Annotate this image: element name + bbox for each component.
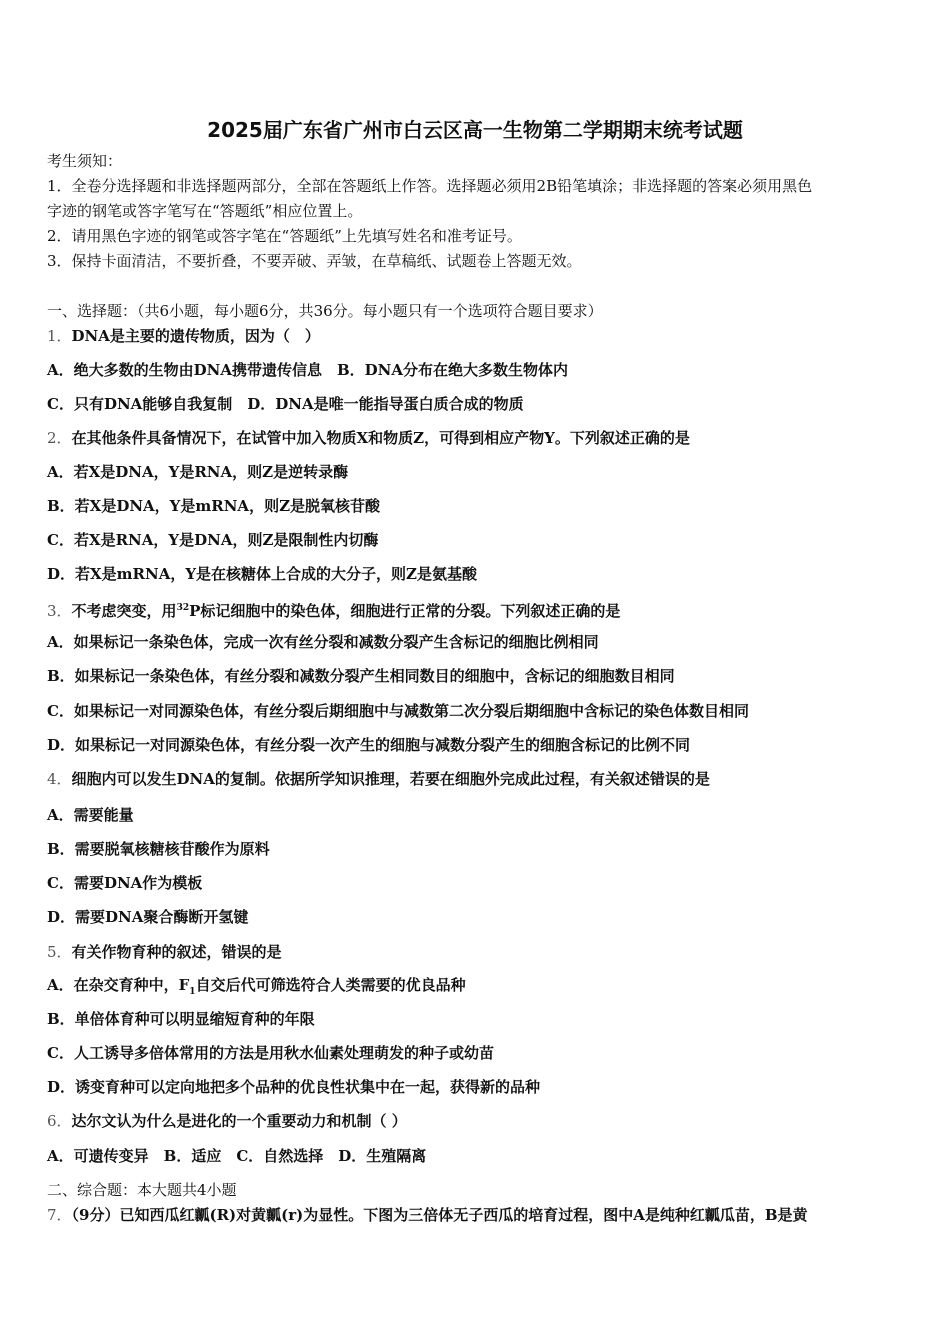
question-option: B．需要脱氧核糖核苷酸作为原料 [47,840,270,858]
question-option: C．需要DNA作为模板 [47,874,203,892]
question-option: B．如果标记一条染色体，有丝分裂和减数分裂产生相同数目的细胞中，含标记的细胞数目相同 [47,667,675,685]
question-option: C．只有DNA能够自我复制 D．DNA是唯一能指导蛋白质合成的物质 [47,395,524,413]
option-text: 自交后代可筛选符合人类需要的优良品种 [195,976,466,994]
question-text: 细胞内可以发生DNA的复制。依据所学知识推理，若要在细胞外完成此过程，有关叙述错误的是 [71,770,710,788]
question-text: 达尔文认为什么是进化的一个重要动力和机制（ ） [71,1112,407,1130]
question-option: D．需要DNA聚合酶断开氢键 [47,908,249,926]
question-option: D．如果标记一对同源染色体，有丝分裂一次产生的细胞与减数分裂产生的细胞含标记的比例不同 [47,736,691,754]
notice-heading: 考生须知： [47,152,123,170]
question-option [47,975,466,1002]
question-text: 不考虑突变，用 [71,602,177,620]
question-option: C．如果标记一对同源染色体，有丝分裂后期细胞中与减数第二次分裂后期细胞中含标记的染色体数目相同 [47,702,749,720]
notice-item: 2．请用黑色字迹的钢笔或答字笔在“答题纸”上先填写姓名和准考证号。 [47,227,522,245]
option-text: A．在杂交育种中，F [47,976,190,994]
question-3-stem [47,598,620,621]
question-text: 有关作物育种的叙述，错误的是 [71,943,282,961]
question-option: D．若X是mRNA，Y是在核糖体上合成的大分子，则Z是氨基酸 [47,565,477,583]
question-1-stem [47,326,320,346]
question-option: A．绝大多数的生物由DNA携带遗传信息 B．DNA分布在绝大多数生物体内 [47,361,569,379]
question-number: 4． [47,770,72,788]
question-option: A．需要能量 [47,806,134,824]
question-5-stem [47,942,282,962]
notice-item: 字迹的钢笔或答字笔写在“答题纸”相应位置上。 [47,202,363,220]
question-option: A．若X是DNA，Y是RNA，则Z是逆转录酶 [47,463,349,481]
notice-item: 1．全卷分选择题和非选择题两部分，全部在答题纸上作答。选择题必须用2B铅笔填涂；非选择题的答案必须用黑色 [47,177,813,195]
question-6-stem [47,1111,407,1131]
question-number: 3． [47,602,72,620]
question-text: DNA是主要的遗传物质，因为（ ） [71,327,320,345]
question-number: 7． [47,1206,72,1224]
page-title: 2025届广东省广州市白云区高一生物第二学期期末统考试题 [207,118,743,142]
question-2-stem [47,428,690,448]
question-option: A．可遗传变异 B．适应 C．自然选择 D．生殖隔离 [47,1147,427,1165]
question-text: P标记细胞中的染色体，细胞进行正常的分裂。下列叙述正确的是 [189,602,621,620]
question-number: 5． [47,943,72,961]
question-number: 2． [47,429,72,447]
section-heading: 一、选择题：（共6小题，每小题6分，共36分。每小题只有一个选项符合题目要求） [47,302,603,320]
question-number: 1． [47,327,72,345]
superscript: 32 [176,603,190,613]
question-number: 6． [47,1112,72,1130]
question-option: B．单倍体育种可以明显缩短育种的年限 [47,1010,315,1028]
question-4-stem [47,769,710,789]
question-option: C．若X是RNA，Y是DNA，则Z是限制性内切酶 [47,531,379,549]
notice-item: 3．保持卡面清洁，不要折叠，不要弄破、弄皱，在草稿纸、试题卷上答题无效。 [47,252,582,270]
section-heading: 二、综合题：本大题共4小题 [47,1181,237,1199]
question-7-stem [47,1205,808,1225]
question-text: （9分）已知西瓜红瓤(R)对黄瓤(r)为显性。下图为三倍体无子西瓜的培育过程，图中A是纯种红瓤瓜苗，B是黄 [71,1206,808,1224]
question-option: D．诱变育种可以定向地把多个品种的优良性状集中在一起，获得新的品种 [47,1078,541,1096]
subscript: 1 [189,987,196,997]
question-option: A．如果标记一条染色体，完成一次有丝分裂和减数分裂产生含标记的细胞比例相同 [47,633,599,651]
question-text: 在其他条件具备情况下，在试管中加入物质X和物质Z，可得到相应产物Y。下列叙述正确的是 [71,429,690,447]
question-option: C．人工诱导多倍体常用的方法是用秋水仙素处理萌发的种子或幼苗 [47,1044,494,1062]
question-option: B．若X是DNA，Y是mRNA，则Z是脱氧核苷酸 [47,497,381,515]
